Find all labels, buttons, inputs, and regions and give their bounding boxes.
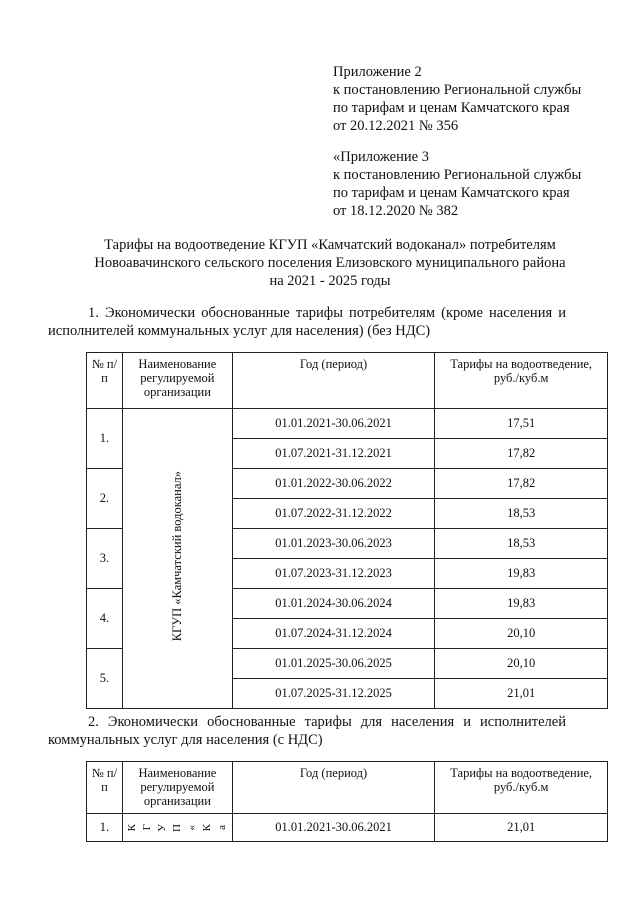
period-cell: 01.07.2023-31.12.2023 xyxy=(232,559,434,589)
section-1-heading: 1. Экономически обоснованные тарифы потребителям (кроме населения и исполнителей коммунальных услуг для населения) (без НДС) xyxy=(48,305,566,339)
table-row xyxy=(87,409,608,439)
appendix-3-line: от 18.12.2020 № 382 xyxy=(333,203,459,219)
tariff-cell: 17,82 xyxy=(435,469,608,499)
tariff-table-2 xyxy=(86,761,608,842)
org-name-cell xyxy=(122,409,232,709)
table-header-row xyxy=(87,762,608,814)
tariff-cell: 20,10 xyxy=(435,649,608,679)
appendix-3-line: по тарифам и ценам Камчатского края xyxy=(333,185,570,201)
header-tariff: Тарифы на водоотведение, руб./куб.м xyxy=(435,353,608,409)
period-cell: 01.01.2021-30.06.2021 xyxy=(232,814,434,842)
header-period: Год (период) xyxy=(232,762,434,814)
header-num: № п/п xyxy=(87,353,123,409)
tariff-cell: 21,01 xyxy=(435,814,608,842)
tariff-cell: 18,53 xyxy=(435,529,608,559)
header-num: № п/п xyxy=(87,762,123,814)
org-name-letters xyxy=(125,824,230,832)
tariff-cell: 19,83 xyxy=(435,589,608,619)
appendix-3-line: «Приложение 3 xyxy=(333,149,429,165)
header-period: Год (период) xyxy=(232,353,434,409)
tariff-cell: 17,82 xyxy=(435,439,608,469)
row-num: 4. xyxy=(87,589,123,649)
org-letter: У xyxy=(156,823,169,832)
document-title xyxy=(60,236,600,290)
org-letter: Г xyxy=(141,824,154,831)
table-row xyxy=(87,814,608,842)
period-cell: 01.01.2024-30.06.2024 xyxy=(232,589,434,619)
org-letter: П xyxy=(171,823,184,832)
row-num: 1. xyxy=(87,409,123,469)
title-line: Новоавачинского сельского поселения Елизовского муниципального района xyxy=(94,255,566,271)
period-cell: 01.01.2023-30.06.2023 xyxy=(232,529,434,559)
period-cell: 01.01.2021-30.06.2021 xyxy=(232,409,434,439)
appendix-2-line: по тарифам и ценам Камчатского края xyxy=(333,100,570,116)
header-org: Наименование регулируемой организации xyxy=(122,762,232,814)
section-2-heading: 2. Экономически обоснованные тарифы для населения и исполнителей коммунальных услуг для населения (с НДС) xyxy=(48,714,566,748)
tariff-cell: 19,83 xyxy=(435,559,608,589)
table-header-row xyxy=(87,353,608,409)
row-num: 3. xyxy=(87,529,123,589)
period-cell: 01.07.2024-31.12.2024 xyxy=(232,619,434,649)
appendix-3-block xyxy=(333,148,623,220)
row-num: 5. xyxy=(87,649,123,709)
row-num: 1. xyxy=(87,814,123,842)
org-name-vertical: КГУП «Камчатский водоканал» xyxy=(169,471,184,642)
org-letter: а xyxy=(216,825,229,830)
period-cell: 01.07.2022-31.12.2022 xyxy=(232,499,434,529)
tariff-cell: 20,10 xyxy=(435,619,608,649)
org-letter: К xyxy=(126,823,139,832)
period-cell: 01.07.2025-31.12.2025 xyxy=(232,679,434,709)
tariff-cell: 21,01 xyxy=(435,679,608,709)
appendix-2-block xyxy=(333,63,623,135)
appendix-2-line: от 20.12.2021 № 356 xyxy=(333,118,459,134)
org-name-cell xyxy=(122,814,232,842)
tariff-cell: 17,51 xyxy=(435,409,608,439)
org-letter: « xyxy=(186,824,199,831)
appendix-2-line: к постановлению Региональной службы xyxy=(333,82,582,98)
header-org: Наименование регулируемой организации xyxy=(122,353,232,409)
tariff-cell: 18,53 xyxy=(435,499,608,529)
header-tariff: Тарифы на водоотведение, руб./куб.м xyxy=(435,762,608,814)
period-cell: 01.01.2022-30.06.2022 xyxy=(232,469,434,499)
title-line: Тарифы на водоотведение КГУП «Камчатский водоканал» потребителям xyxy=(104,237,556,253)
row-num: 2. xyxy=(87,469,123,529)
period-cell: 01.07.2021-31.12.2021 xyxy=(232,439,434,469)
appendix-2-line: Приложение 2 xyxy=(333,64,422,80)
period-cell: 01.01.2025-30.06.2025 xyxy=(232,649,434,679)
appendix-3-line: к постановлению Региональной службы xyxy=(333,167,582,183)
tariff-table-1 xyxy=(86,352,608,709)
title-line: на 2021 - 2025 годы xyxy=(269,273,391,289)
org-letter: К xyxy=(201,823,214,832)
